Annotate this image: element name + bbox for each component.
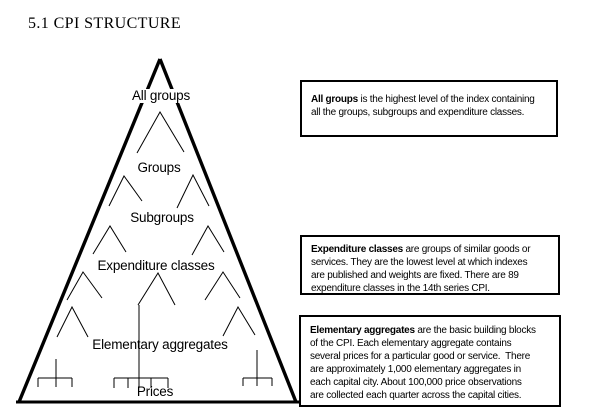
info-box-text-line: services. They are the lowest level at which indexes [311,257,528,268]
pyramid-label-subgroups: Subgroups [130,210,194,225]
info-box-text-line: of the CPI. Each elementary aggregate contains [310,338,512,349]
info-box-all-groups [300,80,558,137]
info-box-expenditure-classes [300,235,560,295]
pyramid-label-elementary-aggregates: Elementary aggregates [92,337,228,352]
info-box-text: is the highest level of the index containing [357,94,535,105]
info-box-text-line [310,324,559,337]
info-box-text-line: are approximately 1,000 elementary aggregates in [310,364,521,375]
info-box-term: All groups [311,94,358,105]
info-box-text-line: expenditure classes in the 14th series CPI. [311,283,490,294]
price-combs [38,350,272,388]
pyramid-label-expenditure-classes: Expenditure classes [97,258,215,273]
info-box-term: Elementary aggregates [310,325,415,336]
pyramid-label-all-groups: All groups [129,89,193,103]
info-box-text-line: each capital city. About 100,000 price observations [310,377,522,388]
page-title: 5.1 CPI STRUCTURE [28,15,182,32]
pyramid-label-groups: Groups [137,160,181,175]
info-box-text-line: all the groups, subgroups and expenditure classes. [311,107,525,118]
info-box-text-line: are collected each quarter across the capital cities. [310,390,522,401]
info-box-text-line [311,93,556,106]
info-box-text-line: are published and weights are fixed. There are 89 [311,270,519,281]
info-box-elementary-aggregates [299,315,561,407]
pyramid-label-prices: Prices [136,384,174,399]
info-box-text: are groups of similar goods or [402,244,531,255]
info-box-text-line: several prices for a particular good or service. There [310,351,531,362]
info-box-text-line [311,243,558,256]
info-box-text: are the basic building blocks [414,325,536,336]
info-box-term: Expenditure classes [311,244,403,255]
